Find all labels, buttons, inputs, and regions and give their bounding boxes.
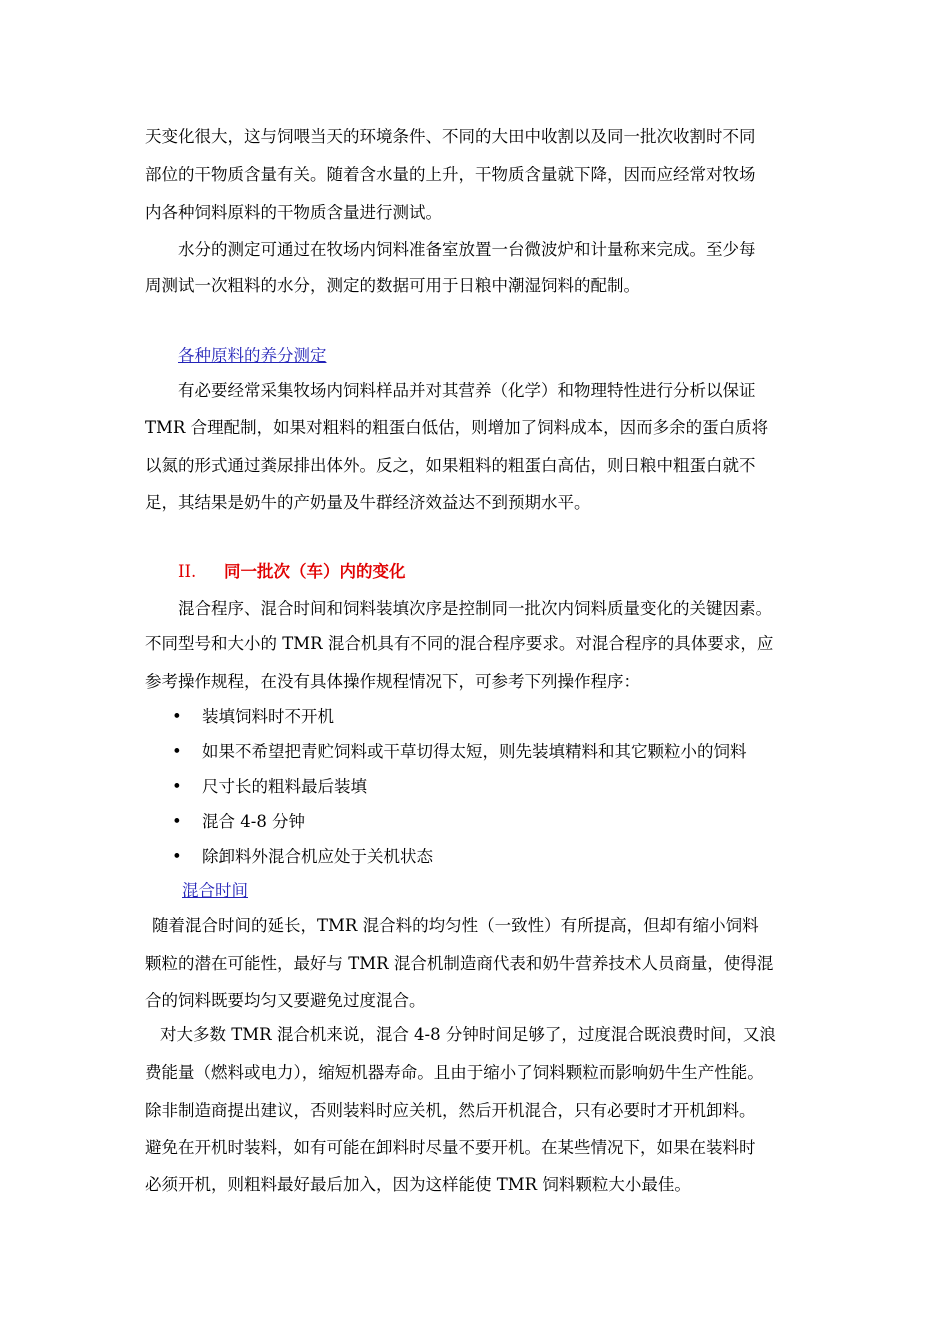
list-item: 尺寸长的粗料最后装填 [202,777,367,796]
section-title: 同一批次（车）内的变化 [224,562,406,581]
list-item: 如果不希望把青贮饲料或干草切得太短，则先装填精料和其它颗粒小的饲料 [202,742,747,761]
paragraph-line: 合的饲料既要均匀又要避免过度混合。 [145,991,426,1010]
paragraph-line: 有必要经常采集牧场内饲料样品并对其营养（化学）和物理特性进行分析以保证 [178,381,756,400]
bullet-marker: • [172,847,182,866]
paragraph-line: 以氮的形式通过粪尿排出体外。反之，如果粗料的粗蛋白高估，则日粮中粗蛋白就不 [145,456,756,475]
list-item: 混合 4-8 分钟 [202,812,306,831]
paragraph-line: 必须开机，则粗料最好最后加入，因为这样能使 TMR 饲料颗粒大小最佳。 [145,1175,691,1194]
paragraph-line: 不同型号和大小的 TMR 混合机具有不同的混合程序要求。对混合程序的具体要求，应 [145,634,774,653]
paragraph-line: 参考操作规程，在没有具体操作规程情况下，可参考下列操作程序： [145,672,640,691]
paragraph-line: 随着混合时间的延长，TMR 混合料的均匀性（一致性）有所提高，但却有缩小饲料 [152,916,759,935]
bullet-marker: • [172,742,182,761]
section-heading-mixing-time[interactable]: 混合时间 [182,881,248,900]
paragraph-line: 除非制造商提出建议，否则装料时应关机，然后开机混合，只有必要时才开机卸料。 [145,1101,756,1120]
paragraph-line: 对大多数 TMR 混合机来说，混合 4-8 分钟时间足够了，过度混合既浪费时间，又浪 [160,1025,776,1044]
bullet-marker: • [172,777,182,796]
bullet-marker: • [172,707,182,726]
paragraph-line: 内各种饲料原料的干物质含量进行测试。 [145,203,442,222]
paragraph-line: 周测试一次粗料的水分，测定的数据可用于日粮中潮湿饲料的配制。 [145,276,640,295]
paragraph-line: 混合程序、混合时间和饲料装填次序是控制同一批次内饲料质量变化的关键因素。 [178,599,772,618]
paragraph-line: TMR 合理配制，如果对粗料的粗蛋白低估，则增加了饲料成本，因而多余的蛋白质将 [145,418,769,437]
section-heading-nutrient-test[interactable]: 各种原料的养分测定 [178,346,327,365]
paragraph-line: 足，其结果是奶牛的产奶量及牛群经济效益达不到预期水平。 [145,493,591,512]
list-item: 装填饲料时不开机 [202,707,334,726]
paragraph-line: 天变化很大，这与饲喂当天的环境条件、不同的大田中收割以及同一批次收割时不同 [145,127,756,146]
list-item: 除卸料外混合机应处于关机状态 [202,847,433,866]
section-heading-batch-variation [178,562,406,582]
paragraph-line: 颗粒的潜在可能性，最好与 TMR 混合机制造商代表和奶牛营养技术人员商量，使得混 [145,954,774,973]
paragraph-line: 水分的测定可通过在牧场内饲料准备室放置一台微波炉和计量称来完成。至少每 [178,240,756,259]
paragraph-line: 避免在开机时装料，如有可能在卸料时尽量不要开机。在某些情况下，如果在装料时 [145,1138,756,1157]
paragraph-line: 费能量（燃料或电力），缩短机器寿命。且由于缩小了饲料颗粒而影响奶牛生产性能。 [145,1063,764,1082]
paragraph-line: 部位的干物质含量有关。随着含水量的上升，干物质含量就下降，因而应经常对牧场 [145,165,756,184]
bullet-marker: • [172,812,182,831]
section-number: II. [178,562,197,581]
